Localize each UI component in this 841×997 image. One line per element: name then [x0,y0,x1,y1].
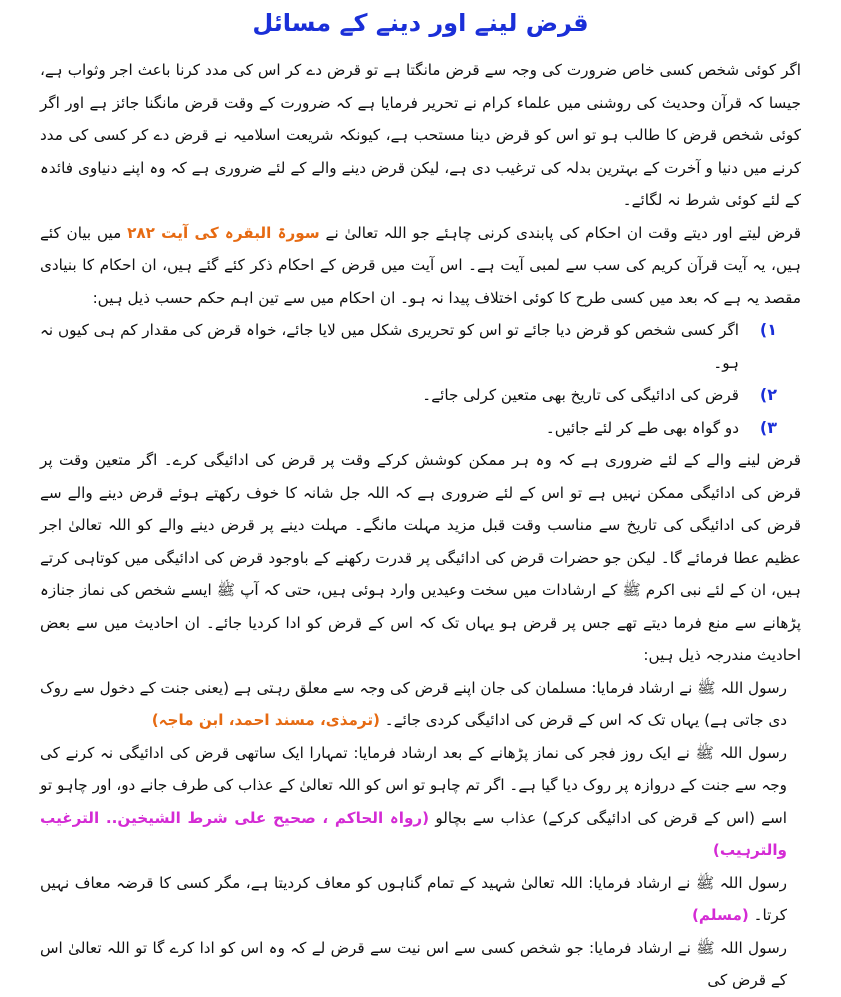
list-number: ۳) [759,417,777,437]
list-number: ۲) [759,385,777,404]
hadith-3 [40,867,801,932]
hadith-text: رسول اللہ ﷺ نے ایک روز فجر کی نماز پڑھانے کے بعد ارشاد فرمایا: تمہارا ایک ساتھی قرض کی ادائیگی نہ کرنے کی وجہ سے جنت کے دروازہ پر روک دیا گیا ہے۔ اگر تم چاہو تو اس کو اللہ تعالیٰ کے عذاب کی طرف جانے دو، اور چاہو تو اسے (اس کے قرض کی ادائیگی کرکے) عذاب سے بچالو [40,743,788,827]
hadith-2 [40,737,801,867]
intro-paragraph: اگر کوئی شخص کسی خاص ضرورت کی وجہ سے قرض مانگتا ہے تو قرض دے کر اس کی مدد کرنا باعث اجر وثواب ہے، جیسا کہ قرآن وحدیث کی روشنی میں علماء کرام نے تحریر فرمایا ہے کہ ضرورت کے وقت قرض مانگنا جائز ہے اور اگر کوئی شخص قرض کا طالب ہو تو اس کو قرض دینا مستحب ہے، کیونکہ شریعت اسلامیہ نے قرض دے کر کسی کی مدد کرنے میں دنیا و آخرت کے بہترین بدلہ کی ترغیب دی ہے، لیکن قرض دینے والے کے لئے ضروری ہے کہ وہ اپنے دنیاوی فائدہ کے لئے کوئی شرط نہ لگائے۔ [40,61,801,209]
hadith-text: رسول اللہ ﷺ نے ارشاد فرمایا: جو شخص کسی سے اس نیت سے قرض لے کہ وہ اس کو ادا کرے گا تو اللہ تعالیٰ اس کے قرض کی [40,938,787,989]
list-text: قرض کی ادائیگی کی تاریخ بھی متعین کرلی جائے۔ [422,386,739,404]
page-title: قرض لینے اور دینے کے مسائل [252,9,589,37]
hadith-reference: (مسلم) [691,906,749,924]
rules-paragraph [40,217,801,315]
rules-text-after: میں بیان کئے ہیں، یہ آیت قرآن کریم کی سب سے لمبی آیت ہے۔ اس آیت میں قرض کے احکام ذکر کئے گئے ہیں، ان احکام کا بنیادی مقصد یہ ہے کہ بعد میں کسی طرح کا کوئی اختلاف پیدا نہ ہو۔ ان احکام میں سے تین اہم حکم حسب ذیل ہیں: [40,223,801,307]
list-item [40,412,801,445]
hadith-reference: (ترمذی، مسند احمد، ابن ماجہ) [151,711,380,729]
list-text: دو گواہ بھی طے کر لئے جائیں۔ [545,418,739,437]
hadith-4 [40,932,801,997]
hadith-1 [40,672,801,737]
list-number: ۱) [759,320,777,339]
rules-text-before: قرض لیتے اور دیتے وقت ان احکام کی پابندی کرنی چاہئے جو اللہ تعالیٰ نے [319,223,801,242]
hadith-text: رسول اللہ ﷺ نے ارشاد فرمایا: مسلمان کی جان اپنے قرض کی وجہ سے معلق رہتی ہے (یعنی جنت کے دخول سے روک دی جاتی ہے) یہاں تک کہ اس کے قرض کی ادائیگی کردی جائے۔ [40,678,787,729]
repayment-paragraph: قرض لینے والے کے لئے ضروری ہے کہ وہ ہر ممکن کوشش کرکے وقت پر قرض کی ادائیگی کرے۔ اگر متعین وقت پر قرض کی ادائیگی ممکن نہیں ہے تو اس کے لئے ضروری ہے کہ اللہ جل شانہ کا خوف رکھتے ہوئے قرض دینے والے سے قرض کی ادائیگی کی تاریخ سے مناسب وقت قبل مزید مہلت مانگے۔ مہلت دینے پر قرض دینے والے کو اللہ تعالیٰ اجر عظیم عطا فرمائے گا۔ لیکن جو حضرات قرض کی ادائیگی پر قدرت رکھنے کے باوجود قرض کی ادائیگی میں کوتاہی کرتے ہیں، ان کے لئے نبی اکرم ﷺ کے ارشادات میں سخت وعیدیں وارد ہوئی ہیں، حتی کہ آپ ﷺ ایسے شخص کی نماز جنازہ پڑھانے سے منع فرما دیتے تھے جس پر قرض ہو یہاں تک کہ اس کے قرض کو ادا کردیا جائے۔ ان احادیث میں سے بعض احادیث مندرجہ ذیل ہیں: [40,451,801,664]
list-item [40,314,801,379]
hadith-text: رسول اللہ ﷺ نے ارشاد فرمایا: اللہ تعالیٰ شہید کے تمام گناہوں کو معاف کردیتا ہے، مگر کسی کا قرضہ معاف نہیں کرتا۔ [40,873,787,924]
list-text: اگر کسی شخص کو قرض دیا جائے تو اس کو تحریری شکل میں لایا جائے، خواہ قرض کی مقدار کم ہی کیوں نہ ہو۔ [40,321,739,372]
list-item [40,379,801,412]
quran-reference: سورۃ البقرہ کی آیت ۲۸۲ [127,223,320,242]
hadith-reference: (رواہ الحاکم ، صحیح علی شرط الشیخین.. الترغیب والترہیب) [40,808,787,859]
